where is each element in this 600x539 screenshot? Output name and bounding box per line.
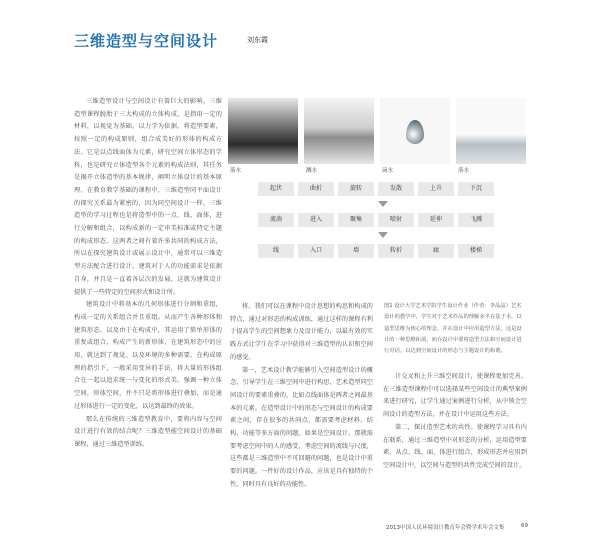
flow-box: 入口 [298, 244, 334, 258]
paragraph: 三维造型设计与空间设计有着巨大的影响。三维造型课程脱胎于三大构成的立体构成，是指用一定的材料，以视觉为基础、以力学为依据，将造型要素，按照一定的构成原则，组合成美好的形体的构成方法。它是以点线面体为元素，研究空间立体形态的学科，也是研究立体造型各个元素的构成法则，其任务是揭开立体造型的基本规律，阐明立体设计的基本原理。在教育教学基础的课程中，三维造型同平面设计的探究关系最为紧密的，因为同空间设计一样，三维造型的学习过程也是将造型中的一点、线、面体，进行分解和组合，以构成新的一定审美标准或特定主题的构成形态。这两者之间有着许多共同的构成方法，所以在探究建筑设计或展示设计中，通常可以三维造型方法配合进行设计。建筑对于人的功能需求是依据自身，并且是一直着各层次的发展，这就为建筑设计提供了一些特定的空间形式和设计所。 [74, 98, 222, 296]
flow-box: 旋转 [338, 182, 374, 196]
paragraph: 那么在传统的三维造型教育中，要将内容与空间设计进行有效的结合呢？三维造型能空间设计的基础课程，通过三维造型训练。 [74, 415, 222, 448]
water-figure [228, 98, 528, 288]
flow-box: 喷射 [378, 213, 414, 227]
paragraph: 计交叉和上升三维空间设计，使课程更加完善。在三维造型课程中可以选择某些空间设计的典型案例来进行研究，让学生通过案例进行分析，从中领会空间设计的造型方法，并在设计中运用这些方法。 [383, 373, 527, 419]
photo-label: 落水 [458, 168, 470, 174]
text-column-left [74, 96, 222, 452]
flow-box: 进入 [298, 213, 334, 227]
photo-label: 滴水 [382, 168, 394, 174]
arrow-down-icon [378, 201, 388, 207]
flow-box: 发散 [378, 182, 414, 196]
water-drop-shape [406, 120, 424, 144]
flow-row-motion [228, 182, 528, 196]
flow-box: 曲折 [298, 182, 334, 196]
flow-box: 线 [258, 244, 294, 258]
paragraph: 第一，艺术设计教学能够引入空间造型设计的概念，引导学生在三维空间中进行构思，艺术造型同空间设计的要素重叠的，比如点线面体是两者之间最基本的元素。在造型设计中的形态与空间设计的构成要素之间，存在很多的共同点，都需要考虑材料、结构、功能等多方面的问题。如果是空间设计，那就需要考虑空间中的人的感受，考虑空间的流线与尺度，这些都是三维造型中不可回避的问题，也是设计中重要的问题。一件好的设计作品，应该是具有独特的个性，同时具有良好的功能性。 [230, 366, 373, 488]
arrow-down-icon [378, 232, 388, 238]
flow-box: 聚集 [338, 213, 374, 227]
flow-box: 上升 [418, 182, 454, 196]
author-name: 刘东霞 [247, 36, 268, 44]
figure-caption: 图1 设计大学艺术学院学生设计作业（作者：李晶晶）艺术设计的教学中，学生对于艺术作品的理解多半在基于本，以造型思维为核心的理念，并在设计中应用造型方法，这是设计的一种思维拓展，而在设计中要将造型方法和空间设计进行对话，以达到空间设计的形态与主题设计的和谐。 [384, 303, 522, 355]
flow-row-space [228, 244, 528, 258]
photo-splash-water [304, 98, 374, 164]
paragraph: 第二，探讨造型艺术的共性。使课程学习具有内在联系，通过三维造型中对形态的分析，运用造型要素，从点、线、面、体进行组合，形成形态并应用到空间设计中，以空间与造型的共性完成空间的设计。 [383, 423, 527, 469]
article-title: 三维造型与空间设计 [74, 32, 219, 50]
flow-box: 转折 [378, 244, 414, 258]
photo-falling-water [228, 98, 298, 164]
photo-water-drop [380, 98, 450, 164]
flow-box: 墙 [338, 244, 374, 258]
text-column-middle [230, 301, 373, 492]
flow-box: 廊 [418, 244, 454, 258]
flow-box: 飞溅 [458, 213, 494, 227]
flow-box: 楼梯 [458, 244, 494, 258]
flow-box: 起伏 [258, 182, 294, 196]
footer-publication: 2013中国人民环境设计教育年会暨学术年会文集 [386, 525, 505, 531]
flow-box: 流淌 [258, 213, 294, 227]
photo-label: 落水 [230, 168, 242, 174]
photo-label: 溅水 [306, 168, 318, 174]
flow-row-action [228, 213, 528, 227]
photo-pouring-water [456, 98, 526, 164]
flow-box: 延伸 [418, 213, 454, 227]
flow-box: 下沉 [458, 182, 494, 196]
text-column-right [383, 371, 527, 473]
paragraph: 建筑设计中将基本的几何形体进行分割和重组，构成一定的关系组合并且重组。从而产生各种形体和建筑形态。以及由于在构成中，其运用了简单形体的重复或组合，构成产生的新形体，在建筑形态中的应用，就达到了视觉、以及环境的多种需要。在构成原理的指引下，一般采用变异的手法，将大量的形体组合在一起以追求统一与变化的形式美。强调一种立体空间，形体空间，并不只是将形体进行叠加，而是通过形体进行一定的变化，以达到最终的效果。 [74, 301, 222, 410]
paragraph: 将。我们可以在课程中设计思想的构思和构成的特点，通过对形态的构成训练，通过这样的课程有利于提高学生的空间想象力及设计能力，以最有效的实践方式让学生在学习中获得对三维造型的认识和空间的感觉。 [230, 303, 373, 361]
page-number: 69 [521, 523, 528, 529]
